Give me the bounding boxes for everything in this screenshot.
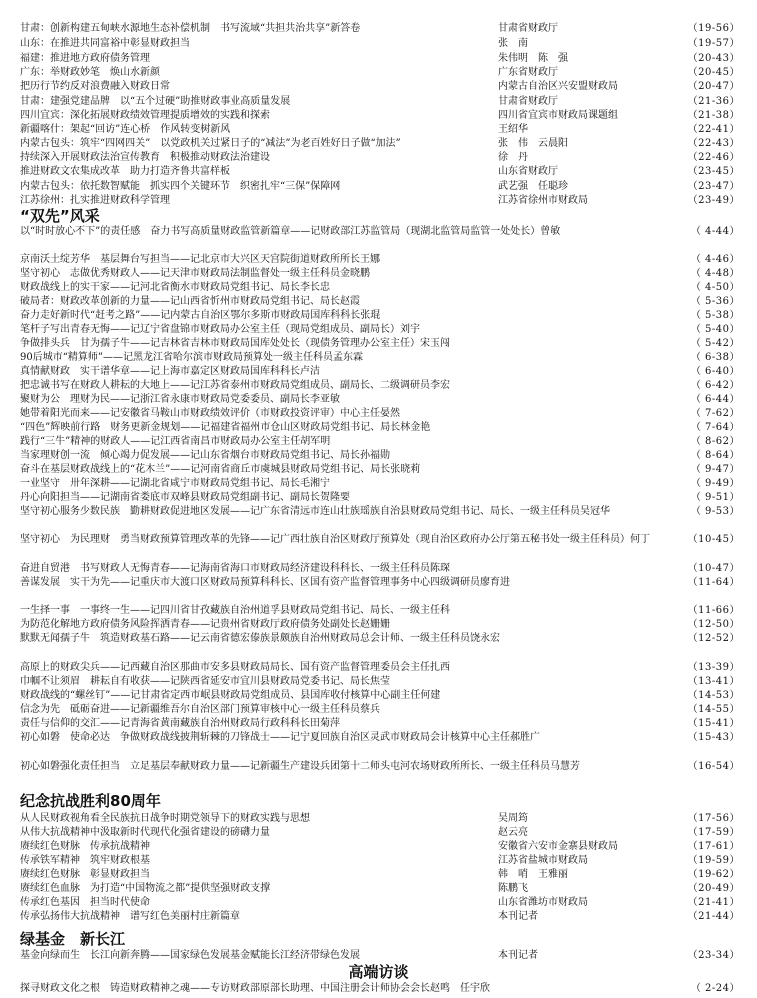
entry-page: （11-64）	[687, 577, 740, 588]
entry-title: 赓续红色血脉 为打造“中国物流之都”提供坚强财政支撑	[20, 883, 271, 894]
entry-title: 初心如磐强化责任担当 立足基层奉献财政力量——记新疆生产建设兵团第十二师头屯河农场财政所所长、一级主任科员马慧芳	[20, 761, 580, 772]
toc-entry	[20, 760, 740, 775]
entry-page: （20-45）	[687, 67, 740, 78]
entry-title: 破局者：财政改革创新的力量——记山西省忻州市财政局党组书记、局长赵霞	[20, 296, 360, 307]
entry-author: 本刊记者	[498, 911, 538, 922]
entry-title: 丹心向阳担当——记湖南省娄底市双峰县财政局党组副书记、副局长贺隆要	[20, 492, 350, 503]
entry-page: （23-34）	[687, 950, 740, 961]
entry-page: （ 6-38）	[690, 352, 740, 363]
entry-title: 奋斗在基层财政战线上的“花木兰”——记河南省商丘市虞城县财政局党组书记、局长张晓莉	[20, 464, 421, 475]
entry-title: 高原上的财政尖兵——记西藏自治区那曲市安多县财政局局长、国有资产监督管理委员会主任扎西	[20, 662, 450, 673]
entry-title: 争做排头兵 甘为孺子牛——记吉林省吉林市财政局国库处处长（现债务管理办公室主任）宋玉闯	[20, 338, 450, 349]
entry-title: 甘肃：建强党建品牌 以“五个过硬”助推财政事业高质量发展	[20, 96, 291, 107]
entry-page: （22-46）	[687, 152, 740, 163]
entry-title: 内蒙古包头：筑牢“四网四关” 以党政机关过紧日子的“减法”为老百姓好日子做“加法”	[20, 138, 401, 149]
entry-title: 初心如磐 使命必达 争做财政战线披荆斩棘的刀锋战士——记宁夏回族自治区灵武市财政局会计核算中心主任郝胜广	[20, 732, 540, 743]
entry-page: （ 4-46）	[690, 254, 740, 265]
entry-title: 一业坚守 卅年深耕——记湖北省咸宁市财政局党组书记、局长毛湘宁	[20, 478, 330, 489]
entry-page: （ 8-64）	[690, 450, 740, 461]
entry-title: “四色”辉映前行路 财务更新金规划——记福建省福州市仓山区财政局党组书记、局长林金艳	[20, 422, 431, 433]
entry-page: （19-62）	[687, 869, 740, 880]
toc-entry	[20, 731, 740, 746]
entry-page: （ 7-62）	[690, 408, 740, 419]
toc-entry	[20, 505, 740, 520]
entry-page: （21-41）	[687, 897, 740, 908]
entry-page: （ 4-44）	[690, 226, 740, 237]
entry-page: （22-43）	[687, 138, 740, 149]
entry-title: 真情献财政 实干谱华章——记上海市嘉定区财政局国库科科长卢洁	[20, 366, 320, 377]
entry-title: 传承红色基因 担当时代使命	[20, 897, 150, 908]
entry-page: （10-47）	[687, 563, 740, 574]
entry-title: 基金向绿而生 长江向新奔腾——国家绿色发展基金赋能长江经济带绿色发展	[20, 950, 360, 961]
toc-entry	[20, 632, 740, 647]
entry-title: 山东：在推进共同富裕中彰显财政担当	[20, 38, 190, 49]
entry-title: 持续深入开展财政法治宣传教育 积极推动财政法治建设	[20, 152, 270, 163]
entry-page: （14-53）	[687, 690, 740, 701]
entry-title: 把历行节约反对浪费融入财政日常	[20, 81, 170, 92]
entry-title: 财政战线的“螺丝钉”——记甘肃省定西市岷县财政局党组成员、县国库收付核算中心副主任何建	[20, 690, 441, 701]
entry-author: 吴周筠	[498, 813, 528, 824]
entry-title: 坚守初心 为民理财 勇当财政预算管理改革的先锋——记广西壮族自治区财政厅预算处（现自治区政府办公厅第五秘书处一级主任科员）何丁	[20, 534, 650, 545]
entry-author: 四川省宜宾市财政局课题组	[498, 110, 618, 121]
entry-title: 传承铁军精神 筑牢财政根基	[20, 855, 150, 866]
entry-author: 甘肃省财政厅	[498, 23, 558, 34]
entry-page: （17-59）	[687, 827, 740, 838]
entry-page: （20-49）	[687, 883, 740, 894]
entry-author: 江苏省盐城市财政局	[498, 855, 588, 866]
entry-author: 徐 丹	[498, 152, 528, 163]
entry-author: 王绍华	[498, 124, 528, 135]
entry-page: （ 9-49）	[690, 478, 740, 489]
entry-page: （14-55）	[687, 704, 740, 715]
entry-author: 本刊记者	[498, 950, 538, 961]
entry-page: （ 9-51）	[690, 492, 740, 503]
entry-author: 山东省财政厅	[498, 166, 558, 177]
entry-title: 京南沃土绽芳华 基层舞台写担当——记北京市大兴区天宫院街道财政所所长王娜	[20, 254, 380, 265]
section-heading-shuangxian: “双先”风采	[20, 207, 100, 225]
entry-title: 把忠诚书写在财政人耕耘的大地上——记江苏省泰州市财政局党组成员、副局长、二级调研员李宏	[20, 380, 450, 391]
entry-title: 从人民财政视角看全民族抗日战争时期党领导下的财政实践与思想	[20, 813, 310, 824]
entry-page: （ 4-50）	[690, 282, 740, 293]
entry-title: 四川宜宾：深化拓展财政绩效管理提质增效的实践和探索	[20, 110, 270, 121]
entry-page: （20-43）	[687, 53, 740, 64]
entry-title: 财政战线上的实干家——记河北省衡水市财政局党组书记、局长李长忠	[20, 282, 330, 293]
entry-title: 探寻财政文化之根 铸造财政精神之魂——专访财政部原部长助理、中国注册会计师协会会长赵鸣 任宇欣	[20, 983, 490, 994]
entry-title: 她带着阳光而来——记安徽省马鞍山市财政绩效评价（市财政投资评审）中心主任晏然	[20, 408, 400, 419]
entry-page: （12-52）	[687, 633, 740, 644]
entry-page: （ 9-47）	[690, 464, 740, 475]
entry-author: 韩 哨 王雅丽	[498, 869, 568, 880]
entry-page: （23-49）	[687, 195, 740, 206]
entry-page: （ 5-40）	[690, 324, 740, 335]
entry-page: （17-56）	[687, 813, 740, 824]
entry-title: 福建：推进地方政府债务管理	[20, 53, 150, 64]
entry-title: 甘肃：创新构建五甸峡水源地生态补偿机制 书写流域“共担共治共享”新答卷	[20, 23, 361, 34]
toc-entry	[20, 533, 740, 548]
entry-page: （ 9-53）	[690, 506, 740, 517]
entry-page: （15-41）	[687, 718, 740, 729]
entry-page: （23-47）	[687, 181, 740, 192]
entry-author: 张 南	[498, 38, 528, 49]
entry-author: 山东省潍坊市财政局	[498, 897, 588, 908]
entry-page: （19-57）	[687, 38, 740, 49]
section-heading-green-fund: 绿基金 新长江	[20, 930, 126, 948]
entry-page: （19-59）	[687, 855, 740, 866]
entry-author: 张 伟 云晨阳	[498, 138, 568, 149]
entry-page: （20-47）	[687, 81, 740, 92]
entry-page: （23-45）	[687, 166, 740, 177]
entry-author: 甘肃省财政厅	[498, 96, 558, 107]
entry-title: 90后城市“精算师”——记黑龙江省哈尔滨市财政局预算处一级主任科员孟东霖	[20, 352, 363, 363]
entry-title: 一生择一事 一事终一生——记四川省甘孜藏族自治州道孚县财政局党组书记、局长、一级主任科	[20, 605, 450, 616]
entry-title: 为防范化解地方政府债务风险挥洒青春——记贵州省财政厅政府债务处副处长赵姗姗	[20, 619, 390, 630]
entry-page: （ 7-64）	[690, 422, 740, 433]
entry-author: 朱伟明 陈 强	[498, 53, 568, 64]
toc-entry	[20, 576, 740, 591]
entry-page: （ 2-24）	[690, 983, 740, 994]
entry-page: （ 5-38）	[690, 310, 740, 321]
entry-author: 赵云亮	[498, 827, 528, 838]
entry-title: 内蒙古包头：依托数智赋能 抓实四个关键环节 织密扎牢“三保”保障网	[20, 181, 341, 192]
entry-page: （ 6-44）	[690, 394, 740, 405]
entry-title: 巾帼不让须眉 耕耘自有收获——记陕西省延安市宜川县财政局党委书记、局长焦莹	[20, 676, 390, 687]
entry-title: 新疆喀什：架起“回访”连心桥 作风转变树新风	[20, 124, 231, 135]
toc-entry	[20, 225, 740, 240]
entry-page: （13-41）	[687, 676, 740, 687]
entry-page: （21-36）	[687, 96, 740, 107]
section-heading-anniversary: 纪念抗战胜利80周年	[20, 792, 161, 810]
entry-title: 默默无闻孺子牛 筑造财政基石路——记云南省德宏傣族景颇族自治州财政局总会计师、一级主任科员饶永宏	[20, 633, 500, 644]
entry-author: 广东省财政厅	[498, 67, 558, 78]
entry-author: 江苏省徐州市财政局	[498, 195, 588, 206]
entry-page: （16-54）	[687, 761, 740, 772]
entry-author: 武艺强 任聪珍	[498, 181, 568, 192]
entry-page: （17-61）	[687, 841, 740, 852]
entry-title: 以“时时放心不下”的责任感 奋力书写高质量财政监管新篇章——记财政部江苏监管局（现湖北监管局监管一处处长）曾敏	[20, 226, 561, 237]
entry-page: （ 6-40）	[690, 366, 740, 377]
entry-title: 当家理财创一流 倾心竭力促发展——记山东省烟台市财政局党组书记、局长孙福勋	[20, 450, 390, 461]
entry-page: （15-43）	[687, 732, 740, 743]
entry-page: （21-38）	[687, 110, 740, 121]
entry-page: （ 5-42）	[690, 338, 740, 349]
entry-page: （19-56）	[687, 23, 740, 34]
entry-title: 责任与信仰的交汇——记青海省黄南藏族自治州财政局行政科科长田菊萍	[20, 718, 340, 729]
entry-title: 信念为先 砥砺奋进——记新疆维吾尔自治区部门预算审核中心一级主任科员蔡兵	[20, 704, 380, 715]
entry-title: 坚守初心服务少数民族 勤耕财政促进地区发展——记广东省清远市连山壮族瑶族自治县财政局党组书记、局长、一级主任科员吴冠华	[20, 506, 610, 517]
entry-page: （ 8-62）	[690, 436, 740, 447]
entry-title: 笔杆子写出青春无悔——记辽宁省盘锦市财政局办公室主任（现局党组成员、副局长）刘宇	[20, 324, 420, 335]
entry-page: （10-45）	[687, 534, 740, 545]
entry-title: 赓续红色财脉 传承抗战精神	[20, 841, 150, 852]
entry-title: 江苏徐州：扎实推进财政科学管理	[20, 195, 170, 206]
entry-title: 奋进自贸港 书写财政人无悔青春——记海南省海口市财政局经济建设科科长、一级主任科员陈琛	[20, 563, 450, 574]
entry-page: （22-41）	[687, 124, 740, 135]
entry-page: （11-66）	[687, 605, 740, 616]
entry-page: （ 4-48）	[690, 268, 740, 279]
entry-title: 践行“三牛”精神的财政人——记江西省南昌市财政局办公室主任胡军明	[20, 436, 331, 447]
entry-author: 安徽省六安市金寨县财政局	[498, 841, 618, 852]
entry-title: 推进财政文农集成改革 助力打造齐鲁共富样板	[20, 166, 230, 177]
entry-title: 赓续红色财脉 彰显财政担当	[20, 869, 150, 880]
entry-title: 善谋发展 实干为先——记重庆市大渡口区财政局预算科科长、区国有资产监督管理事务中心四级调研员廖育进	[20, 577, 510, 588]
entry-page: （12-50）	[687, 619, 740, 630]
entry-title: 广东：举财政妙笔 焕山水新颜	[20, 67, 160, 78]
entry-title: 聚财为公 理财为民——记浙江省永康市财政局党委委员、副局长李亚敏	[20, 394, 340, 405]
entry-page: （21-44）	[687, 911, 740, 922]
entry-page: （ 6-42）	[690, 380, 740, 391]
entry-title: 奋力走好新时代“赶考之路”——记内蒙古自治区鄂尔多斯市财政局国库科科长张琨	[20, 310, 381, 321]
entry-page: （13-39）	[687, 662, 740, 673]
entry-title: 坚守初心 志做优秀财政人——记天津市财政局法制监督处一级主任科员金晓鹏	[20, 268, 370, 279]
section-heading-interview: 高端访谈	[348, 963, 409, 981]
entry-page: （ 5-36）	[690, 296, 740, 307]
entry-title: 传承弘扬伟大抗战精神 谱写红色美丽村庄新篇章	[20, 911, 240, 922]
entry-title: 从伟大抗战精神中汲取新时代现代化强省建设的磅礴力量	[20, 827, 270, 838]
entry-author: 内蒙古自治区兴安盟财政局	[498, 81, 618, 92]
entry-author: 陈鹏飞	[498, 883, 528, 894]
